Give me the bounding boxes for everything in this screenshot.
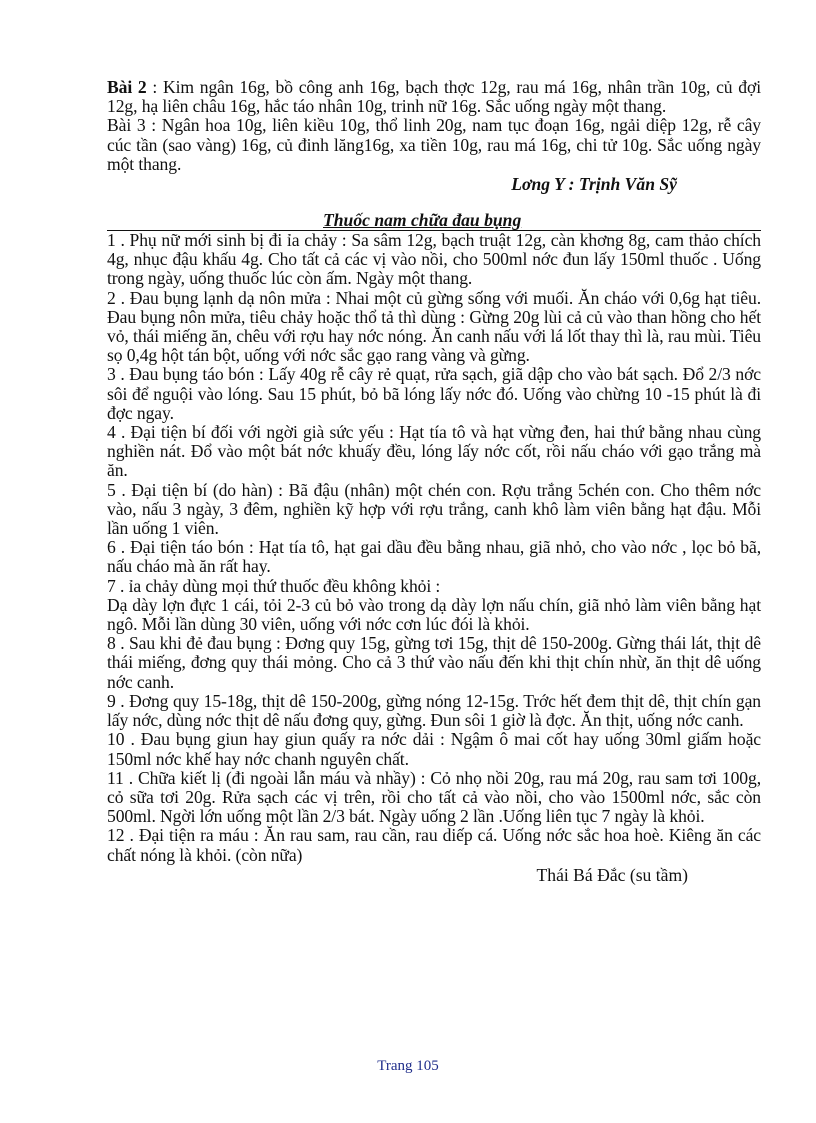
- bai-2-text: : Kim ngân 16g, bồ công anh 16g, bạch thợc 12g, rau má 16g, nhân trần 10g, củ đợi 12g, hạ liên châu 16g, hắc táo nhân 10g, trinh nữ 16g. Sắc uống ngày một thang.: [107, 77, 761, 117]
- bai-2-label: Bài 2: [107, 77, 147, 97]
- remedy-item-6: 6 . Đại tiện táo bón : Hạt tía tô, hạt gai dầu đều bằng nhau, giã nhỏ, cho vào nớc , lọc bỏ bã, nấu cháo mà ăn rất hay.: [107, 537, 761, 577]
- remedy-item-5: 5 . Đại tiện bí (do hàn) : Bã đậu (nhân) một chén con. Rợu trắng 5chén con. Cho thêm nớc vào, nấu 3 ngày, 3 đêm, nghiền kỹ hợp với rợu trắng, canh khô làm viên bằng hạt đậu. Mỗi lần uống 1 viên.: [107, 479, 761, 539]
- remedy-item-9: 9 . Đơng quy 15-18g, thịt dê 150-200g, gừng nóng 12-15g. Trớc hết đem thịt dê, thịt chín gạn lấy nớc, dùng nớc thịt dê nấu đơng quy, gừng. Đun sôi 1 giờ là đợc. Ăn thịt, uống nớc canh.: [107, 690, 761, 731]
- remedy-item-7-body: Dạ dày lợn đực 1 cái, tỏi 2-3 củ bỏ vào trong dạ dày lợn nấu chín, giã nhỏ làm viên bằng hạt ngô. Mỗi lần dùng 30 viên, uống với nớc cơn lúc đói là khỏi.: [107, 594, 761, 635]
- remedy-item-1: 1 . Phụ nữ mới sinh bị đi ỉa chảy : Sa sâm 12g, bạch truật 12g, càn khơng 8g, cam thảo chích 4g, nhục đậu khấu 4g. Cho tất cả các vị vào nồi, cho 500ml nớc đun lấy 150ml thuốc . Uống trong ngày, uống thuốc lúc còn ấm. Ngày một thang.: [107, 230, 761, 289]
- section-heading: [107, 210, 761, 231]
- document-body: [107, 78, 761, 885]
- bai-2-paragraph: [107, 78, 761, 116]
- signature-author-2: Thái Bá Đắc (su tầm): [536, 864, 688, 885]
- remedy-item-3: 3 . Đau bụng táo bón : Lấy 40g rễ cây rẻ quạt, rửa sạch, giã dập cho vào bát sạch. Đổ 2/3 nớc sôi để nguội vào lóng. Sau 15 phút, bỏ bã lóng lấy nớc đó. Uống vào chừng 10 -15 phút là đi đợc ngay.: [107, 364, 761, 423]
- remedy-item-11: 11 . Chữa kiết lị (đi ngoài lẫn máu và nhầy) : Cỏ nhọ nồi 20g, rau má 20g, rau sam tơi 100g, cỏ sữa tơi 20g. Rửa sạch các vị trên, rồi cho tất cả vào nồi, cho vào 1500ml nớc, sắc còn 500ml. Ngời lớn uống một lần 2/3 bát. Ngày uống 2 lần .Uống liên tục 7 ngày là khỏi.: [107, 767, 761, 827]
- remedy-item-12: 12 . Đại tiện ra máu : Ăn rau sam, rau cần, rau diếp cá. Uống nớc sắc hoa hoè. Kiêng ăn các chất nóng là khỏi. (còn nữa): [107, 825, 761, 865]
- remedy-item-10: 10 . Đau bụng giun hay giun quấy ra nớc dải : Ngậm ô mai cốt hay uống 30ml giấm hoặc 150ml nớc khế hay nớc chanh nguyên chất.: [107, 729, 761, 769]
- bai-3-paragraph: Bài 3 : Ngân hoa 10g, liên kiều 10g, thổ linh 20g, nam tục đoạn 16g, ngải diệp 12g, rễ cây cúc tần (sao vàng) 16g, củ đinh lăng16g, xa tiền 10g, rau má 16g, chi tử 10g. Sắc uống ngày một thang.: [107, 115, 761, 174]
- remedy-item-4: 4 . Đại tiện bí đối với ngời già sức yếu : Hạt tía tô và hạt vừng đen, hai thứ bằng nhau cùng nghiền nát. Đổ vào một bát nớc khuấy đều, lóng lấy nớc cốt, rồi nấu cháo với gạo trắng mà ăn.: [107, 422, 761, 481]
- page-number: Trang 105: [377, 1058, 439, 1074]
- remedy-item-2: 2 . Đau bụng lạnh dạ nôn mửa : Nhai một củ gừng sống với muối. Ăn cháo với 0,6g hạt tiêu. Đau bụng nôn mửa, tiêu chảy hoặc thổ tả thì dùng : Gừng 20g lùi cả củ vào than hồng cho hết vỏ, thái miếng ăn, chêu với rợu hay nớc nóng. Ăn canh nấu với lá lốt thay thì là, rau mùi. Tiêu sọ 0,4g hột tán bột, uống với nớc sắc gạo rang vàng và gừng.: [107, 287, 761, 366]
- signature-author-1: Lơng Y : Trịnh Văn Sỹ: [511, 174, 677, 195]
- section-heading-text: Thuốc nam chữa đau bụng: [323, 210, 522, 231]
- remedy-item-7-title: 7 . ỉa chảy dùng mọi thứ thuốc đều không khỏi :: [107, 575, 441, 596]
- remedy-item-8: 8 . Sau khi đẻ đau bụng : Đơng quy 15g, gừng tơi 15g, thịt dê 150-200g. Gừng thái lát, thịt dê thái miếng, đơng quy thái mỏng. Cho cả 3 thứ vào nấu đến khi thịt chín nhừ, ăn thịt dê uống nớc canh.: [107, 633, 761, 692]
